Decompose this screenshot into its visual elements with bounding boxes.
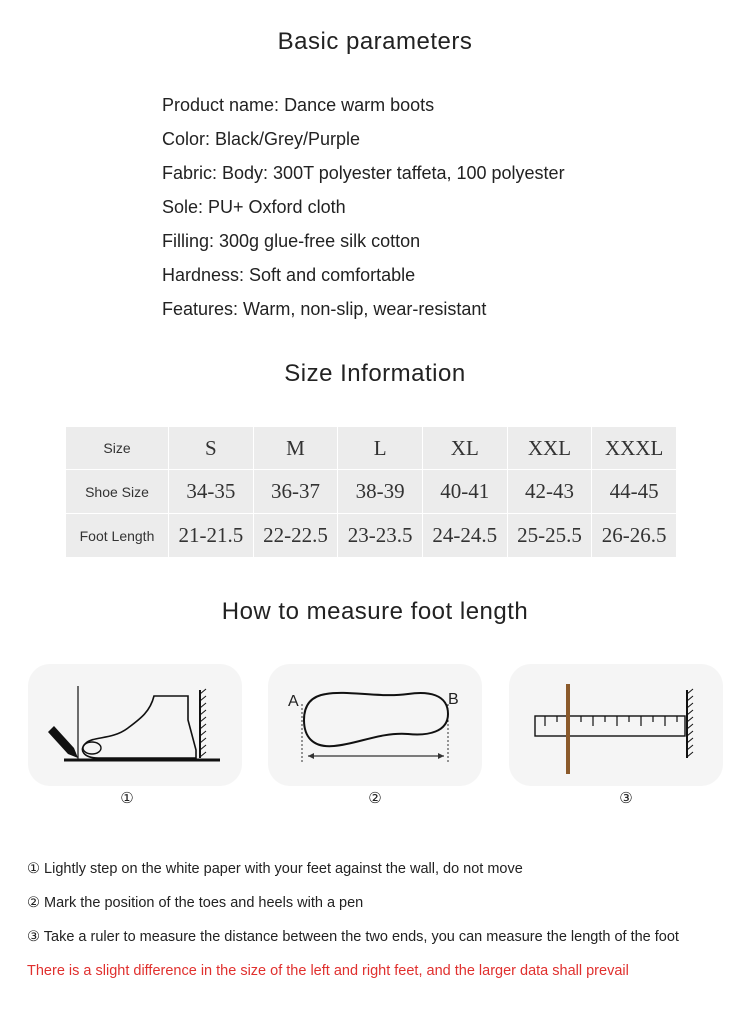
param-color: Color: Black/Grey/Purple bbox=[162, 129, 361, 149]
table-cell: 21-21.5 bbox=[169, 514, 254, 558]
table-row bbox=[66, 427, 677, 470]
size-information-title: Size Information bbox=[284, 360, 466, 387]
table-cell: 26-26.5 bbox=[592, 514, 677, 558]
basic-parameters-title: Basic parameters bbox=[277, 28, 473, 55]
param-product-name: Product name: Dance warm boots bbox=[162, 95, 435, 115]
step-2-text: ② Mark the position of the toes and heels with a pen bbox=[27, 895, 364, 911]
param-sole: Sole: PU+ Oxford cloth bbox=[162, 197, 346, 217]
step-marker-2: ② bbox=[368, 790, 382, 807]
parameter-list bbox=[162, 88, 565, 326]
param-filling: Filling: 300g glue-free silk cotton bbox=[162, 231, 421, 251]
table-cell: XXXL bbox=[592, 427, 677, 470]
table-cell: 38-39 bbox=[338, 470, 423, 514]
table-cell: 42-43 bbox=[507, 470, 592, 514]
table-cell: XL bbox=[422, 427, 507, 470]
table-cell: S bbox=[169, 427, 254, 470]
step2-illustration bbox=[268, 664, 482, 786]
measure-title: How to measure foot length bbox=[221, 598, 529, 625]
table-cell: 23-23.5 bbox=[338, 514, 423, 558]
param-hardness: Hardness: Soft and comfortable bbox=[162, 265, 416, 285]
param-features: Features: Warm, non-slip, wear-resistant bbox=[162, 299, 487, 319]
step-3-text: ③ Take a ruler to measure the distance between the two ends, you can measure the length of the foot bbox=[27, 929, 679, 945]
table-cell: 44-45 bbox=[592, 470, 677, 514]
table-cell: 36-37 bbox=[253, 470, 338, 514]
step-marker-1: ① bbox=[120, 790, 134, 807]
note-text: There is a slight difference in the size of the left and right feet, and the larger data shall prevail bbox=[27, 963, 629, 979]
foot-wall-diagram bbox=[28, 664, 242, 786]
table-cell: M bbox=[253, 427, 338, 470]
table-cell: 40-41 bbox=[422, 470, 507, 514]
table-cell: XXL bbox=[507, 427, 592, 470]
table-cell: 34-35 bbox=[169, 470, 254, 514]
row-label-size: Size bbox=[66, 427, 169, 470]
table-cell: L bbox=[338, 427, 423, 470]
size-table bbox=[65, 426, 677, 558]
ruler-diagram bbox=[509, 664, 723, 786]
table-cell: 25-25.5 bbox=[507, 514, 592, 558]
marker-b-label: B bbox=[448, 691, 459, 708]
table-row bbox=[66, 470, 677, 514]
marker-a-label: A bbox=[288, 693, 299, 710]
row-label-shoe-size: Shoe Size bbox=[66, 470, 169, 514]
table-cell: 22-22.5 bbox=[253, 514, 338, 558]
table-cell: 24-24.5 bbox=[422, 514, 507, 558]
row-label-foot-length: Foot Length bbox=[66, 514, 169, 558]
footprint-diagram bbox=[268, 664, 482, 786]
table-row bbox=[66, 514, 677, 558]
step3-illustration bbox=[509, 664, 723, 786]
step-marker-3: ③ bbox=[619, 790, 633, 807]
param-fabric: Fabric: Body: 300T polyester taffeta, 100 polyester bbox=[162, 163, 565, 183]
step-1-text: ① Lightly step on the white paper with your feet against the wall, do not move bbox=[27, 861, 523, 877]
step1-illustration bbox=[28, 664, 242, 786]
